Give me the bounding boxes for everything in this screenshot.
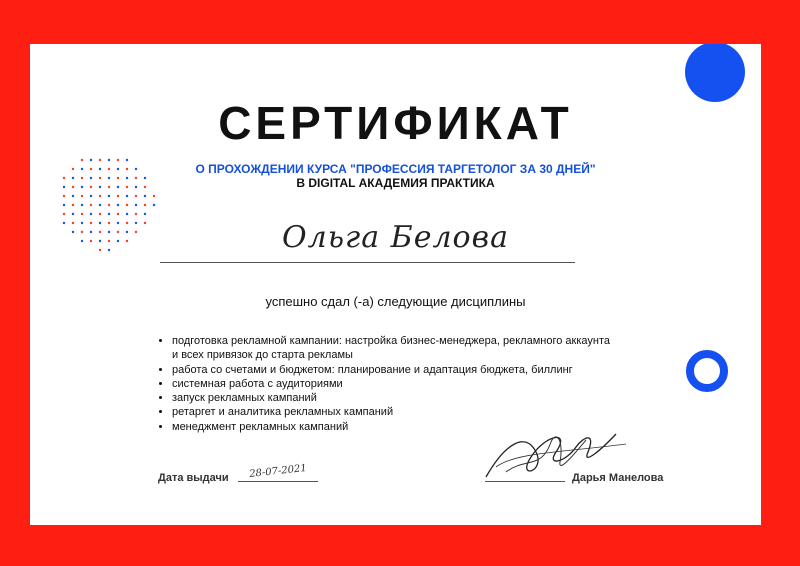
list-item: • запуск рекламных кампаний [172, 391, 612, 405]
signature-underline [485, 481, 565, 482]
disciplines-intro: успешно сдал (-а) следующие дисциплины [265, 294, 526, 309]
recipient-underline [160, 262, 575, 263]
certificate-paper [30, 44, 761, 525]
list-item: • работа со счетами и бюджетом: планирование и адаптация бюджета, биллинг [172, 363, 612, 377]
list-item: • ретаргет и аналитика рекламных кампаний [172, 405, 612, 419]
certificate-title: СЕРТИФИКАТ [218, 97, 573, 149]
list-item: • менеджмент рекламных кампаний [172, 420, 612, 434]
issue-date-underline [238, 481, 318, 482]
list-item: • подготовка рекламной кампании: настройка бизнес-менеджера, рекламного аккаунта и всех привязок до старта рекламы [172, 334, 612, 363]
recipient-name: Ольга Белова [282, 220, 509, 255]
signer-name: Дарья Манелова [572, 472, 664, 484]
decorative-blue-ring [686, 350, 728, 392]
issue-date-value: 28-07-2021 [248, 463, 308, 480]
academy-name: В DIGITAL АКАДЕМИЯ ПРАКТИКА [296, 176, 495, 190]
list-item: • системная работа с аудиториями [172, 377, 612, 391]
decorative-blue-circle [685, 44, 745, 102]
disciplines-list [158, 334, 612, 434]
course-subtitle: О ПРОХОЖДЕНИИ КУРСА "ПРОФЕССИЯ ТАРГЕТОЛОГ ЗА 30 ДНЕЙ" [195, 162, 596, 176]
issue-date-label: Дата выдачи [158, 472, 229, 484]
